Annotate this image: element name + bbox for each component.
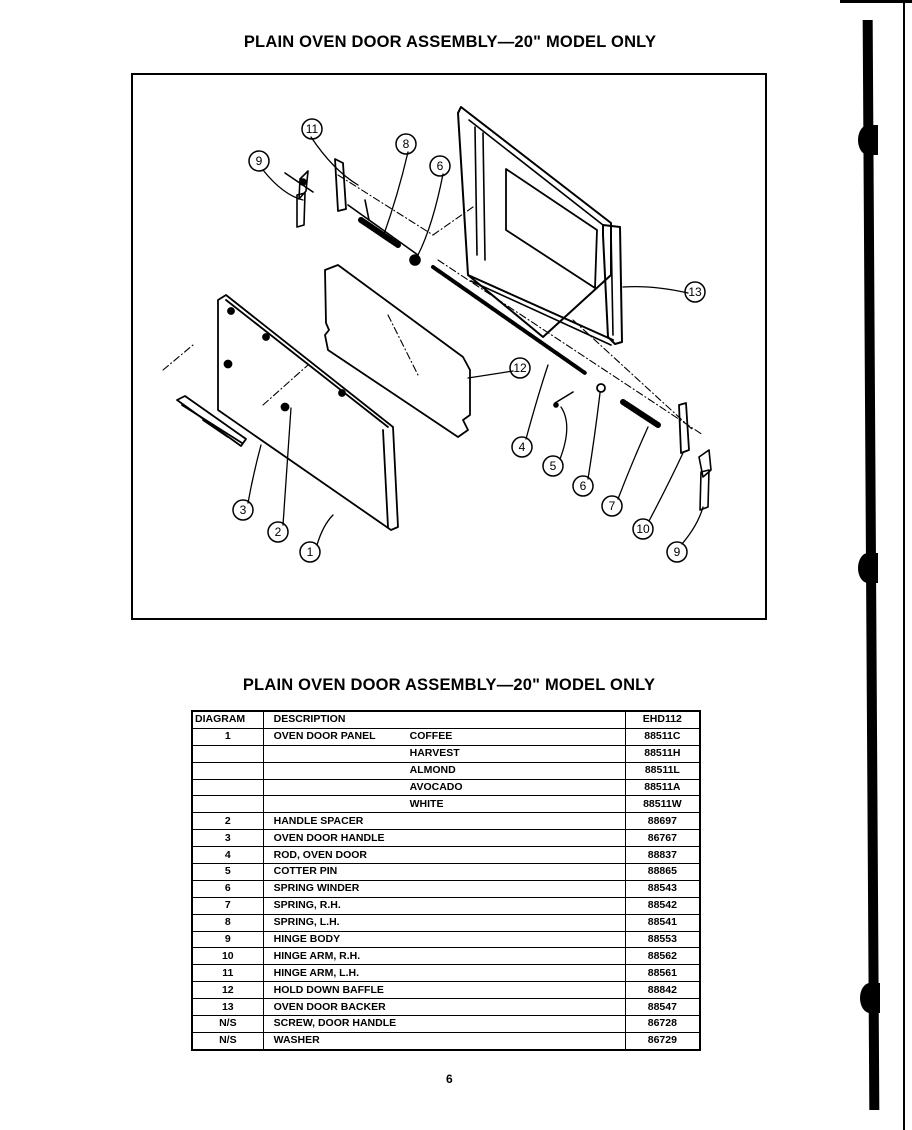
oven-door-exploded-view <box>133 75 769 622</box>
description-cell <box>263 982 625 999</box>
table-row <box>192 796 700 813</box>
description-cell <box>263 880 625 897</box>
description-text: WASHER <box>273 1034 320 1047</box>
part-number-cell: 86767 <box>625 830 700 847</box>
description-cell <box>263 864 625 881</box>
description-cell <box>263 796 625 813</box>
table-row <box>192 847 700 864</box>
part-number-cell: 88547 <box>625 999 700 1016</box>
oven-door-backer-part <box>458 107 622 345</box>
diagram-cell <box>192 779 263 796</box>
spring-right <box>623 402 658 425</box>
table-row <box>192 965 700 982</box>
page-number: 6 <box>446 1072 453 1086</box>
description-cell <box>263 779 625 796</box>
color-text: ALMOND <box>409 764 456 777</box>
table-row <box>192 745 700 762</box>
description-text: ROD, OVEN DOOR <box>273 848 367 861</box>
part-number-cell: 88697 <box>625 813 700 830</box>
callout-5: 5 <box>549 459 557 473</box>
exploded-diagram <box>131 73 767 620</box>
description-text: HINGE ARM, L.H. <box>273 966 359 979</box>
color-text: AVOCADO <box>409 781 463 793</box>
callout-6: 6 <box>579 479 587 493</box>
part-number-cell: 88542 <box>625 897 700 914</box>
description-cell <box>263 1032 625 1049</box>
description-cell <box>263 914 625 931</box>
header-part-number: EHD112 <box>625 711 700 728</box>
table-row <box>192 762 700 779</box>
callout-9: 9 <box>673 545 681 559</box>
description-text: COTTER PIN <box>273 865 338 878</box>
color-text: COFFEE <box>409 730 453 743</box>
part-number-cell: 88562 <box>625 948 700 965</box>
description-text: SCREW, DOOR HANDLE <box>273 1017 397 1030</box>
page-edge-top <box>840 0 912 3</box>
diagram-cell: N/S <box>192 1032 263 1049</box>
callout-7: 7 <box>608 499 616 513</box>
table-row <box>192 880 700 897</box>
table-row <box>192 982 700 999</box>
diagram-cell: 2 <box>192 813 263 830</box>
part-number-cell: 86729 <box>625 1032 700 1049</box>
spring-left <box>348 200 418 255</box>
table-row <box>192 728 700 745</box>
binder-ring-hole <box>858 553 878 583</box>
header-diagram: DIAGRAM <box>192 711 263 728</box>
color-text: HARVEST <box>409 747 460 760</box>
description-cell <box>263 965 625 982</box>
page-edge <box>903 0 905 1130</box>
part-number-cell: 88511H <box>625 745 700 762</box>
part-number-cell: 86728 <box>625 1016 700 1033</box>
diagram-cell: 3 <box>192 830 263 847</box>
parts-table <box>191 710 701 1051</box>
callout-labels <box>240 122 702 559</box>
part-number-cell: 88561 <box>625 965 700 982</box>
description-cell <box>263 897 625 914</box>
diagram-cell: 1 <box>192 728 263 745</box>
part-number-cell: 88541 <box>625 914 700 931</box>
part-number-cell: 88837 <box>625 847 700 864</box>
callout-9: 9 <box>255 154 263 168</box>
description-cell <box>263 830 625 847</box>
diagram-cell: N/S <box>192 1016 263 1033</box>
table-row <box>192 931 700 948</box>
part-number-cell: 88511C <box>625 728 700 745</box>
diagram-cell: 13 <box>192 999 263 1016</box>
diagram-cell: 5 <box>192 864 263 881</box>
diagram-cell: 4 <box>192 847 263 864</box>
description-cell <box>263 1016 625 1033</box>
table-row <box>192 897 700 914</box>
description-cell <box>263 948 625 965</box>
description-text: OVEN DOOR PANEL <box>273 730 376 743</box>
table-header-row <box>192 711 700 728</box>
table-row <box>192 779 700 796</box>
table-row <box>192 864 700 881</box>
callout-13: 13 <box>688 285 702 299</box>
cotter-pin <box>555 392 573 403</box>
callout-11: 11 <box>305 122 319 136</box>
callout-1: 1 <box>306 545 314 559</box>
description-cell <box>263 728 625 745</box>
oven-door-handle <box>177 396 246 446</box>
description-text: SPRING, R.H. <box>273 899 341 912</box>
description-cell <box>263 847 625 864</box>
callout-12: 12 <box>513 361 527 375</box>
oven-door-panel <box>218 295 398 530</box>
callout-8: 8 <box>402 137 410 151</box>
description-cell <box>263 999 625 1016</box>
table-row <box>192 914 700 931</box>
description-text: SPRING, L.H. <box>273 916 340 929</box>
description-text: HINGE ARM, R.H. <box>273 949 361 962</box>
binder-ring-hole <box>858 125 878 155</box>
spring-winder-right <box>597 384 605 392</box>
description-text: OVEN DOOR HANDLE <box>273 831 385 844</box>
diagram-cell: 9 <box>192 931 263 948</box>
table-row <box>192 830 700 847</box>
header-description: DESCRIPTION <box>263 711 625 728</box>
callout-2: 2 <box>274 525 282 539</box>
callout-6: 6 <box>436 159 444 173</box>
table-row <box>192 999 700 1016</box>
description-text: SPRING WINDER <box>273 882 360 895</box>
description-cell <box>263 931 625 948</box>
description-text: HINGE BODY <box>273 933 341 946</box>
hinge-body-right <box>699 450 711 510</box>
part-number-cell: 88842 <box>625 982 700 999</box>
part-number-cell: 88865 <box>625 864 700 881</box>
description-cell <box>263 762 625 779</box>
page-title: PLAIN OVEN DOOR ASSEMBLY—20" MODEL ONLY <box>243 33 657 51</box>
hinge-arm-left <box>335 159 346 211</box>
diagram-cell: 8 <box>192 914 263 931</box>
diagram-cell: 12 <box>192 982 263 999</box>
part-number-cell: 88511W <box>625 796 700 813</box>
description-cell <box>263 813 625 830</box>
table-row <box>192 1016 700 1033</box>
table-row <box>192 948 700 965</box>
diagram-cell: 10 <box>192 948 263 965</box>
table-title: PLAIN OVEN DOOR ASSEMBLY—20" MODEL ONLY <box>242 676 656 694</box>
hinge-arm-right <box>679 403 689 453</box>
diagram-cell: 7 <box>192 897 263 914</box>
part-number-cell: 88543 <box>625 880 700 897</box>
description-cell <box>263 745 625 762</box>
table-row <box>192 1032 700 1049</box>
color-text: WHITE <box>409 797 444 810</box>
part-number-cell: 88511L <box>625 762 700 779</box>
hold-down-baffle <box>325 265 470 437</box>
callout-10: 10 <box>636 522 650 536</box>
diagram-cell <box>192 762 263 779</box>
diagram-cell: 11 <box>192 965 263 982</box>
description-text: HANDLE SPACER <box>273 814 364 827</box>
part-number-cell: 88511A <box>625 779 700 796</box>
diagram-cell <box>192 796 263 813</box>
description-text: HOLD DOWN BAFFLE <box>273 983 384 996</box>
diagram-cell <box>192 745 263 762</box>
diagram-cell: 6 <box>192 880 263 897</box>
binder-ring-hole <box>860 983 880 1013</box>
description-text: OVEN DOOR BACKER <box>273 1000 386 1013</box>
spring-winder-left <box>410 255 420 265</box>
part-number-cell: 88553 <box>625 931 700 948</box>
table-row <box>192 813 700 830</box>
callout-4: 4 <box>518 440 526 454</box>
callout-3: 3 <box>239 503 247 517</box>
